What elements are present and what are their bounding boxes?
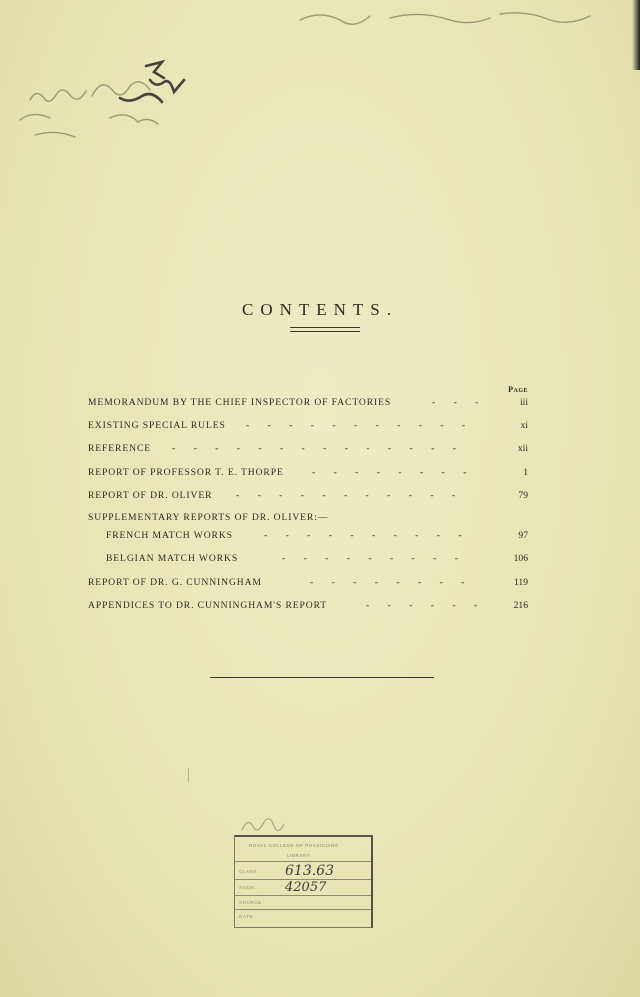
toc-leader: - - - - - - - - xyxy=(312,467,475,478)
stamp-library-sublabel: LIBRARY xyxy=(287,853,311,858)
stamp-date-label: DATE xyxy=(239,914,254,919)
toc-entry-page: 79 xyxy=(518,490,528,501)
stamp-source-label: SOURCE xyxy=(239,900,262,905)
stamp-class-value: 613.63 xyxy=(285,863,334,879)
stamp-acc-value: 42057 xyxy=(285,880,327,895)
toc-leader: - - - xyxy=(432,397,487,408)
toc-row xyxy=(0,577,640,591)
toc-entry-page: 97 xyxy=(518,530,528,541)
toc-entry-title: FRENCH MATCH WORKS xyxy=(106,530,233,541)
title-rule-top xyxy=(290,327,360,328)
stamp-class-label: CLASS xyxy=(239,869,257,874)
stamp-divider xyxy=(235,909,371,910)
toc-row xyxy=(0,467,640,481)
end-rule xyxy=(210,677,434,678)
toc-row xyxy=(0,420,640,434)
toc-entry-page: iii xyxy=(520,397,528,408)
toc-leader: - - - - - - - - - - - xyxy=(246,420,474,431)
toc-entry-title: MEMORANDUM BY THE CHIEF INSPECTOR OF FACTORIES xyxy=(88,397,392,408)
toc-leader: - - - - - - - - - - - - - - xyxy=(172,443,464,454)
toc-leader: - - - - - - - - - - - xyxy=(236,490,464,501)
toc-entry-page: 106 xyxy=(513,553,528,564)
toc-entry-page: 1 xyxy=(523,467,528,478)
toc-leader: - - - - - - - - - - xyxy=(264,530,470,541)
toc-entry-page: xi xyxy=(520,420,528,431)
title-rule-bottom xyxy=(290,331,360,332)
toc-row xyxy=(0,512,640,526)
toc-row xyxy=(0,397,640,411)
toc-leader: - - - - - - xyxy=(366,600,486,611)
toc-entry-title: BELGIAN MATCH WORKS xyxy=(106,553,239,564)
toc-row xyxy=(0,530,640,544)
toc-entry-title: REFERENCE xyxy=(88,443,152,454)
toc-entry-page: xii xyxy=(517,443,528,454)
toc-entry-title: SUPPLEMENTARY REPORTS OF DR. OLIVER:— xyxy=(88,512,329,523)
margin-mark xyxy=(188,768,189,782)
toc-entry-page: 119 xyxy=(513,577,528,588)
toc-row xyxy=(0,553,640,567)
toc-entry-title: EXISTING SPECIAL RULES xyxy=(88,420,226,431)
stamp-acc-label: ACCN. xyxy=(239,885,257,890)
stamp-divider xyxy=(235,861,371,862)
toc-leader: - - - - - - - - xyxy=(310,577,473,588)
stamp-divider xyxy=(235,895,371,896)
page-title: CONTENTS. xyxy=(241,300,399,319)
stamp-library-label: ROYAL COLLEGE OF PHYSICIANS xyxy=(249,843,339,848)
toc-entry-page: 216 xyxy=(513,600,528,611)
toc-row xyxy=(0,490,640,504)
library-stamp xyxy=(234,835,373,928)
toc-row xyxy=(0,600,640,614)
handwritten-annotation xyxy=(0,0,640,200)
toc-entry-title: REPORT OF PROFESSOR T. E. THORPE xyxy=(88,467,284,478)
toc-row xyxy=(0,443,640,457)
toc-entry-title: REPORT OF DR. G. CUNNINGHAM xyxy=(88,577,262,588)
page-column-header: Page xyxy=(508,385,528,394)
toc-entry-title: APPENDICES TO DR. CUNNINGHAM'S REPORT xyxy=(88,600,328,611)
toc-entry-title: REPORT OF DR. OLIVER xyxy=(88,490,213,501)
toc-leader: - - - - - - - - - xyxy=(282,553,466,564)
